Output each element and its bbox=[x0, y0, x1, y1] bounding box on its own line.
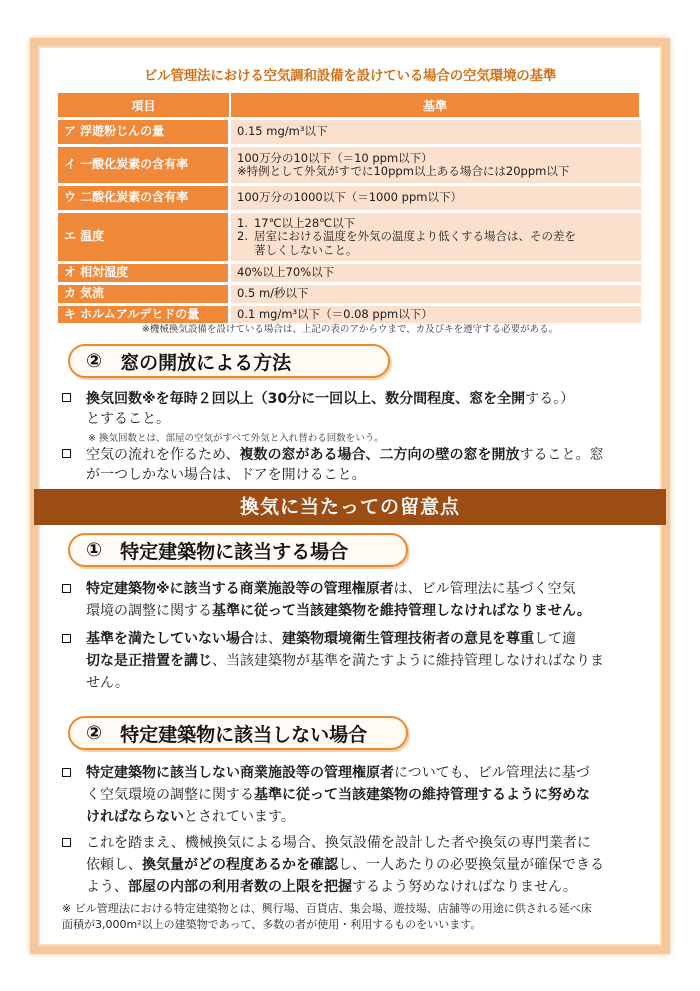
row-item: カ 気流 bbox=[58, 285, 231, 303]
text: は、ビル管理法に基づく空気 bbox=[393, 581, 576, 597]
row-item: ウ 二酸化炭素の含有率 bbox=[58, 186, 231, 210]
list-text bbox=[254, 230, 576, 256]
header-standard: 基準 bbox=[231, 93, 641, 117]
checkbox-square-icon bbox=[62, 634, 71, 643]
text: するよう努めなければなりません。 bbox=[352, 879, 577, 895]
bullet-text bbox=[86, 578, 591, 622]
row-item: オ 相対湿度 bbox=[58, 264, 231, 282]
checkbox-square-icon bbox=[62, 768, 71, 777]
list-text: 17℃以上28℃以下 bbox=[253, 216, 356, 231]
checkbox-square-icon bbox=[62, 393, 71, 402]
bold-text: 切な是正措置を講じ bbox=[86, 653, 212, 669]
table-row bbox=[58, 213, 641, 261]
text: する。） bbox=[525, 391, 575, 407]
row-value bbox=[231, 213, 641, 261]
bold-text: 特定建築物 bbox=[86, 581, 156, 597]
section-title: 特定建築物に該当しない場合 bbox=[120, 723, 368, 746]
footnote bbox=[62, 901, 652, 933]
text: は、 bbox=[254, 631, 282, 647]
bold-text: 換気回数※を毎時２回以上（30分に一回以上、数分間程度、窓を全開 bbox=[86, 391, 526, 407]
bullet-text bbox=[86, 762, 590, 828]
row-value-line bbox=[237, 230, 635, 256]
table-row bbox=[58, 264, 641, 282]
row-value: 0.15 mg/m³以下 bbox=[231, 120, 641, 144]
text: これを踏まえ、機械換気による場合、換気設備を設計した者や換気の専門業者に bbox=[86, 835, 591, 851]
section-banner: 換気に当たっての留意点 bbox=[34, 489, 666, 525]
text: し、一人あたりの必要換気量が確保できる bbox=[338, 857, 604, 873]
section-number: ② bbox=[86, 350, 103, 372]
section-number: ② bbox=[86, 722, 103, 744]
air-quality-standards-table bbox=[58, 90, 641, 326]
bold-text: 基準に従って当該建築物の維持管理するように努めな bbox=[254, 787, 590, 803]
section-number: ① bbox=[86, 539, 103, 561]
text: 依頼し、 bbox=[86, 857, 142, 873]
row-item: イ 一酸化炭素の含有率 bbox=[58, 147, 231, 183]
row-value bbox=[231, 147, 641, 183]
section-heading-not-specified bbox=[68, 716, 408, 750]
bold-text: ※に該当する商業施設等の管理権原者 bbox=[156, 581, 394, 597]
text: 空気の流れを作るため、 bbox=[86, 447, 240, 463]
footnote-line: 面積が3,000m²以上の建築物であって、多数の者が使用・利用するものをいいます。 bbox=[62, 918, 482, 931]
checkbox-square-icon bbox=[62, 838, 71, 847]
text: すること。窓 bbox=[519, 447, 604, 463]
row-value: 0.1 mg/m³以下（＝0.08 ppm以下） bbox=[231, 306, 641, 324]
row-item: キ ホルムアルデヒドの量 bbox=[58, 306, 231, 324]
text: 、当該建築物が基準を満たすように維持管理しなければなりま bbox=[212, 653, 604, 669]
row-item: エ 温度 bbox=[58, 213, 231, 261]
row-item: ア 浮遊粉じんの量 bbox=[58, 120, 231, 144]
text: とされています。 bbox=[184, 809, 295, 825]
text: についても、ビル管理法に基づ bbox=[394, 765, 590, 781]
table-row bbox=[58, 285, 641, 303]
section-heading-window bbox=[68, 344, 390, 378]
checkbox-square-icon bbox=[62, 584, 71, 593]
list-text-part: 居室における温度を外気の温度より低くする場合は、その差を bbox=[253, 229, 576, 244]
list-number: 2. bbox=[237, 229, 248, 244]
table-note: ※機械換気設備を設けている場合は、上記の表のアからウまで、カ及びキを遵守する必要がある。 bbox=[141, 324, 559, 335]
bullet-text bbox=[86, 628, 604, 694]
text: が一つしかない場合は、ドアを開けること。 bbox=[86, 467, 366, 483]
bold-text: 部屋の内部の利用者数の上限を把握 bbox=[128, 879, 352, 895]
checkbox-square-icon bbox=[62, 449, 71, 458]
section-heading-specified bbox=[68, 533, 408, 567]
list-text-part: 著しくしないこと。 bbox=[253, 242, 358, 257]
bold-text: 基準を満たしていない場合 bbox=[86, 631, 254, 647]
header-item: 項目 bbox=[58, 93, 231, 117]
section-title: 窓の開放による方法 bbox=[120, 351, 292, 374]
bullet-text bbox=[86, 832, 604, 898]
bold-text: 換気量がどの程度あるかを確認 bbox=[142, 857, 338, 873]
table-header-row bbox=[58, 93, 641, 117]
bold-text: 建築物環境衛生管理技術者の意見を尊重 bbox=[282, 631, 534, 647]
bullet-text bbox=[86, 445, 603, 485]
bold-text: ければならない bbox=[86, 809, 184, 825]
footnote-line: ※ ビル管理法における特定建築物とは、興行場、百貨店、集会場、遊技場、店舗等の用途に供される延べ床 bbox=[62, 902, 592, 915]
list-number: 1. bbox=[237, 216, 248, 231]
bold-text: 特定建築物に該当しない商業施設等の管理権原者 bbox=[86, 765, 394, 781]
row-value-line: 100万分の10以下（＝10 ppm以下） bbox=[237, 150, 433, 165]
text: とすること。 bbox=[86, 411, 170, 427]
text: く空気環境の調整に関する bbox=[86, 787, 254, 803]
row-value: 40%以上70%以下 bbox=[231, 264, 641, 282]
table-row bbox=[58, 120, 641, 144]
text: 環境の調整に関する bbox=[86, 603, 212, 619]
row-value: 0.5 m/秒以下 bbox=[231, 285, 641, 303]
table-row bbox=[58, 186, 641, 210]
row-value-line: ※特例として外気がすでに10ppm以上ある場合には20ppm以下 bbox=[237, 164, 570, 178]
table-row bbox=[58, 147, 641, 183]
bullet-text bbox=[86, 389, 574, 429]
row-value: 100万分の1000以下（＝1000 ppm以下） bbox=[231, 186, 641, 210]
ventilation-note: ※ 換気回数とは、部屋の空気がすべて外気と入れ替わる回数をいう。 bbox=[88, 433, 384, 444]
section-title: 特定建築物に該当する場合 bbox=[120, 540, 349, 563]
bold-text: 基準に従って当該建築物を維持管理しなければなりません。 bbox=[212, 603, 591, 619]
text: せん。 bbox=[86, 675, 129, 691]
text: して適 bbox=[534, 631, 576, 647]
table-title: ビル管理法における空気調和設備を設けている場合の空気環境の基準 bbox=[143, 68, 557, 84]
text: よう、 bbox=[86, 879, 128, 895]
bold-text: 複数の窓がある場合、二方向の壁の窓を開放 bbox=[239, 447, 520, 463]
